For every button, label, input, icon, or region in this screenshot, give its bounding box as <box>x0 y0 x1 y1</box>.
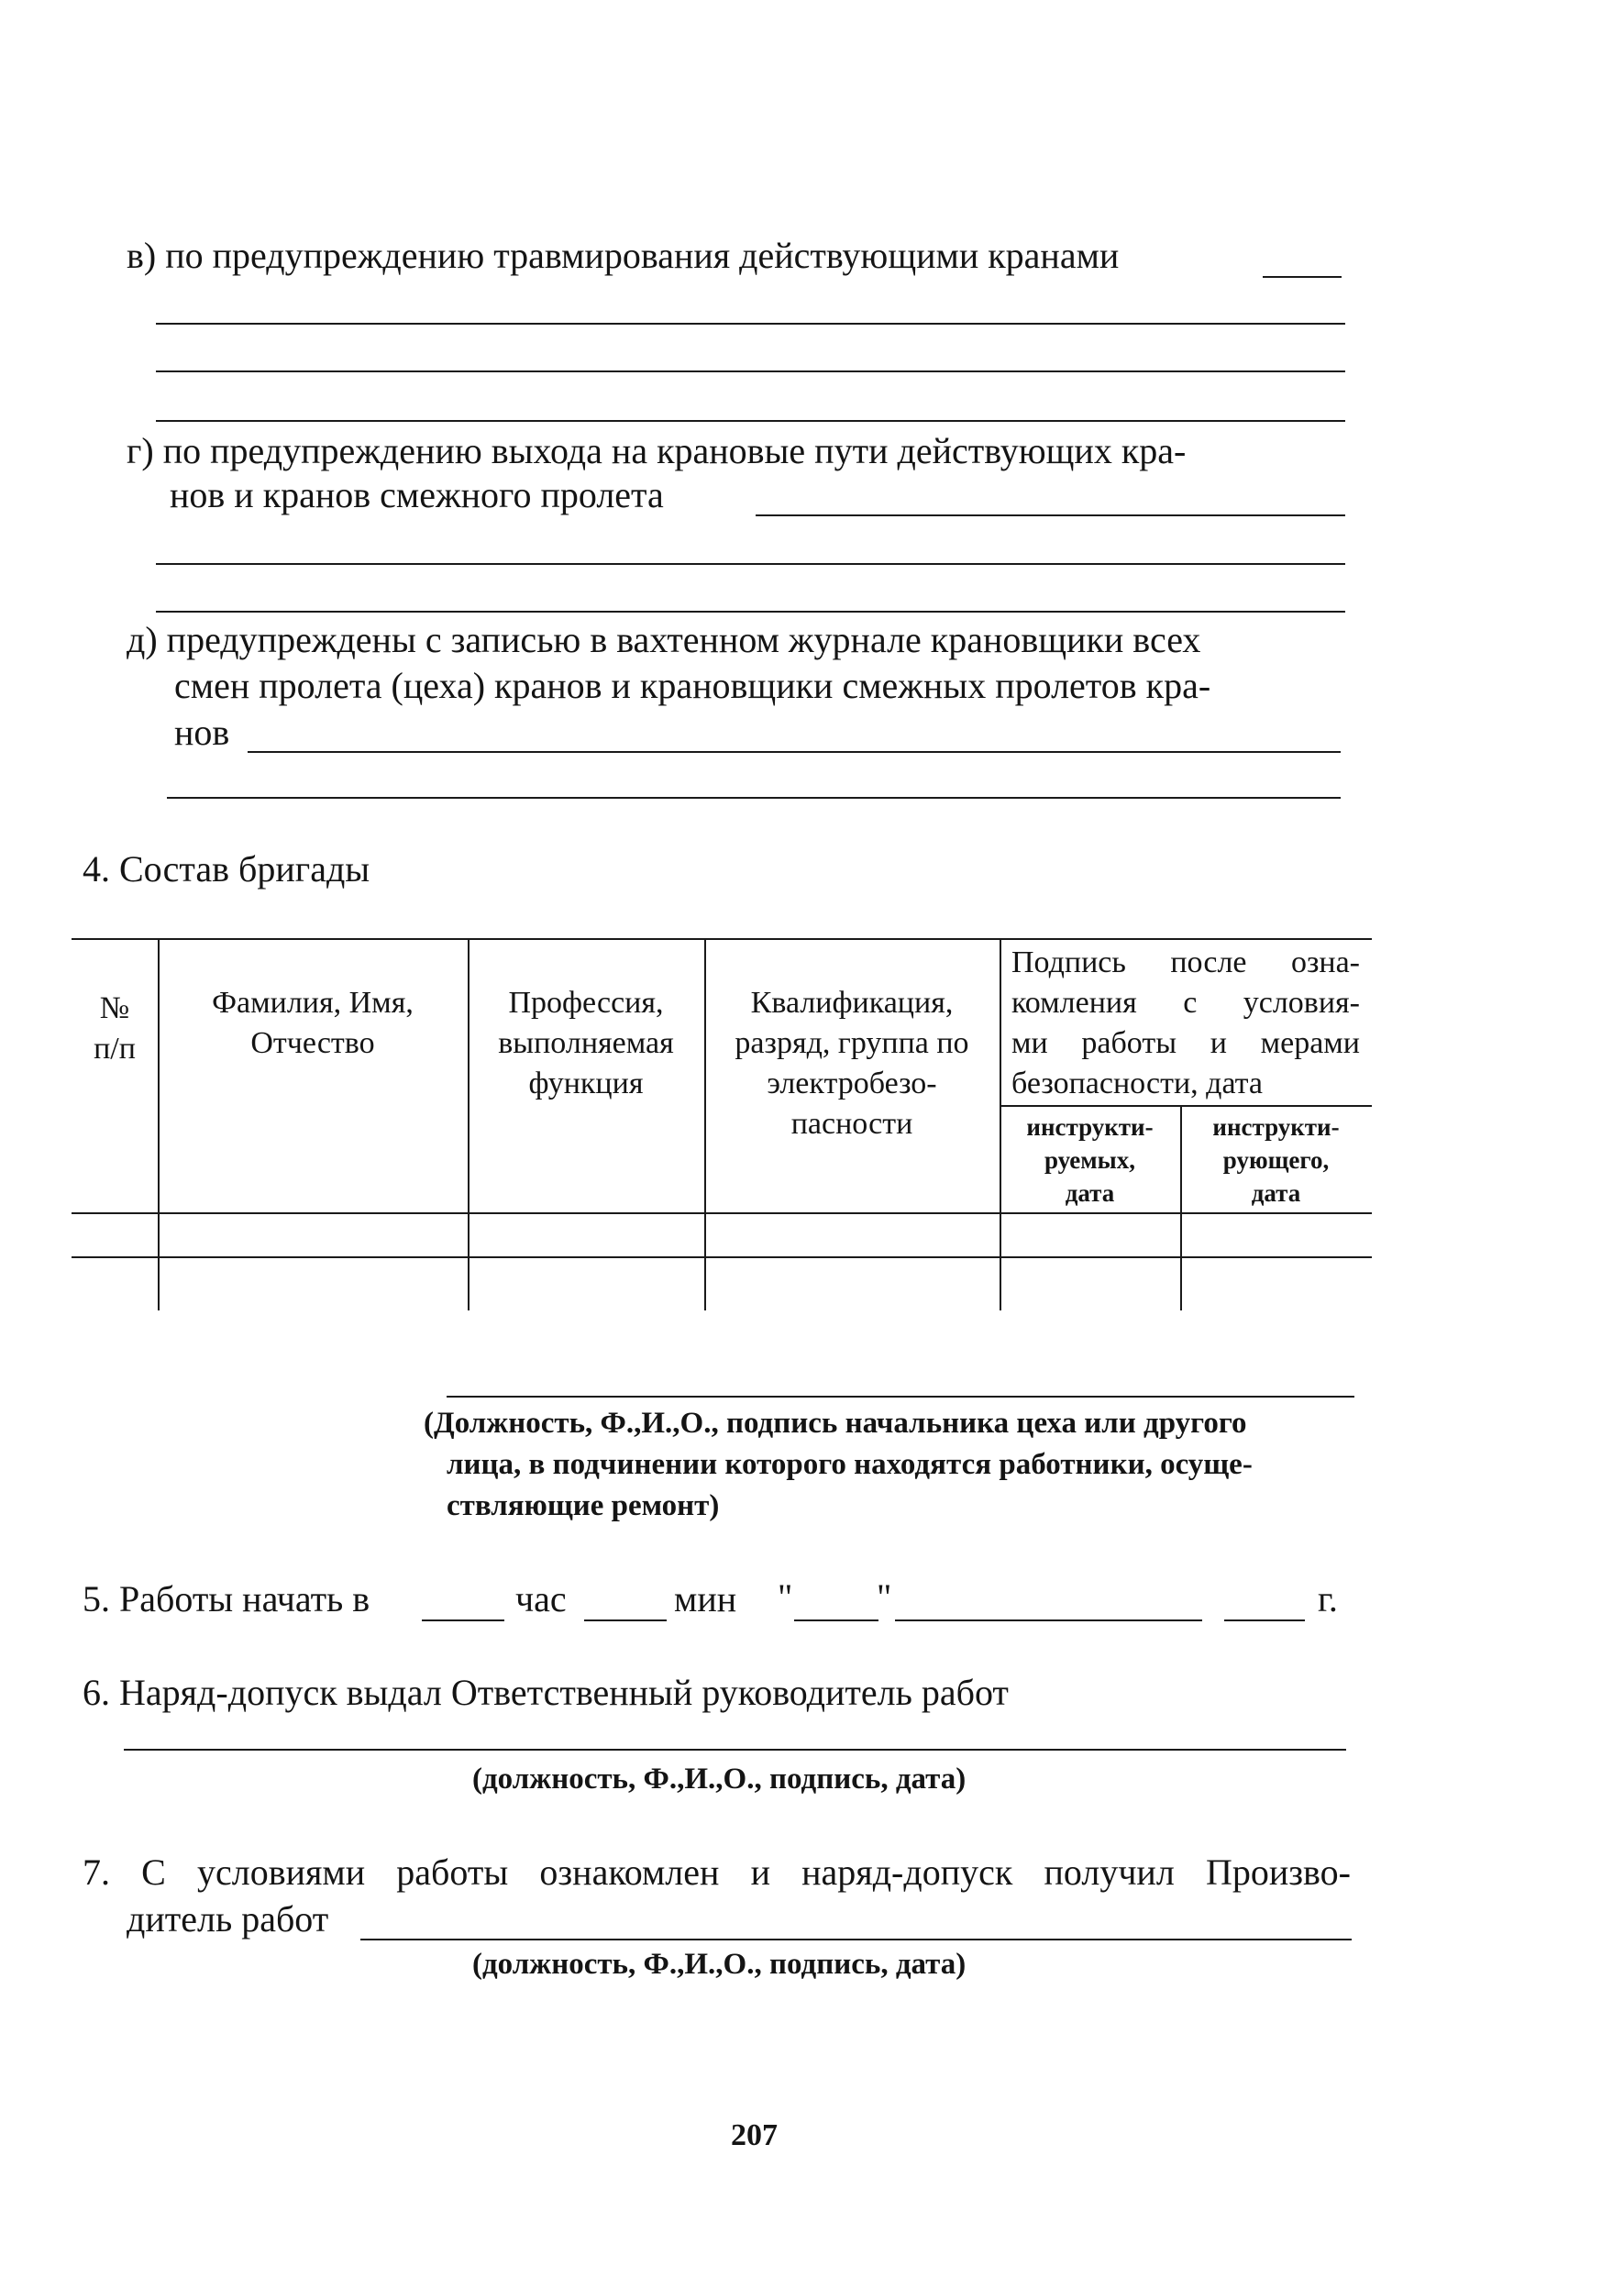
header-number: № п/п <box>94 991 136 1066</box>
item-d-text-1: д) предупреждены с записью в вахтенном журнале крановщики всех <box>127 619 1201 660</box>
issuer-signature-line[interactable] <box>124 1749 1346 1751</box>
item-g-fill-line[interactable] <box>756 514 1345 516</box>
item-g-line-3[interactable] <box>156 611 1345 613</box>
table-header-bottom-border <box>72 1212 1372 1214</box>
item-g-text-1: г) по предупреждению выхода на крановые пути действующих кра- <box>127 430 1187 471</box>
minutes-field[interactable] <box>584 1619 667 1621</box>
hours-field[interactable] <box>422 1619 504 1621</box>
quote-open: " <box>778 1576 793 1618</box>
day-field[interactable] <box>794 1619 878 1621</box>
item-d-text-3: нов <box>174 712 230 753</box>
table-top-border <box>72 938 1372 940</box>
section-7-line-2: дитель работ <box>127 1898 329 1940</box>
item-d-text-2: смен пролета (цеха) кранов и крановщики смежных пролетов кра- <box>174 665 1211 706</box>
item-g-line-2[interactable] <box>156 563 1345 565</box>
foreman-signature-line[interactable] <box>360 1939 1352 1940</box>
month-field[interactable] <box>895 1619 1202 1621</box>
issuer-caption: (должность, Ф.,И.,О., подпись, дата) <box>472 1763 967 1796</box>
header-qualification: Квалификация, разряд, группа по электробезо- пасности <box>735 986 969 1141</box>
section-5-prefix: 5. Работы начать в <box>83 1578 370 1619</box>
year-field[interactable] <box>1224 1619 1305 1621</box>
year-label: г. <box>1318 1578 1338 1619</box>
section-7-line-1: 7. С условиями работы ознакомлен и наряд-допуск получил Произво- <box>83 1851 1351 1893</box>
item-g-text-2: нов и кранов смежного пролета <box>170 474 664 515</box>
header-signature-last: безопасности, дата <box>1011 1067 1264 1100</box>
chief-signature-caption-2: лица, в подчинении которого находятся работники, осуще- <box>447 1448 1253 1481</box>
subheader-instructed: инструкти- руемых, дата <box>1026 1113 1154 1207</box>
item-v-line-4[interactable] <box>156 420 1345 422</box>
section-4-title: 4. Состав бригады <box>83 848 370 890</box>
header-full-name: Фамилия, Имя, Отчество <box>212 986 414 1060</box>
chief-signature-caption-3: ствляющие ремонт) <box>447 1489 720 1522</box>
item-d-line-2[interactable] <box>167 797 1341 799</box>
item-v-line-3[interactable] <box>156 370 1345 372</box>
foreman-caption: (должность, Ф.,И.,О., подпись, дата) <box>472 1948 967 1981</box>
item-v-line-2[interactable] <box>156 323 1345 325</box>
quote-close: " <box>877 1576 892 1618</box>
header-profession: Профессия, выполняемая функция <box>498 986 674 1100</box>
hours-label: час <box>515 1578 567 1619</box>
table-row-1-border <box>72 1256 1372 1258</box>
minutes-label: мин <box>674 1578 737 1619</box>
page-number: 207 <box>731 2118 778 2152</box>
item-v-text: в) по предупреждению травмирования действующими кранами <box>127 235 1120 276</box>
chief-signature-line[interactable] <box>447 1396 1354 1398</box>
table-subheader-border <box>1000 1105 1372 1107</box>
section-6-text: 6. Наряд-допуск выдал Ответственный руководитель работ <box>83 1672 1009 1713</box>
header-signature: Подпись после озна- комления с условия- ми работы и мерами <box>1011 945 1360 1060</box>
item-v-fill-line[interactable] <box>1263 276 1342 278</box>
subheader-instructor: инструкти- рующего, дата <box>1212 1113 1340 1207</box>
item-d-fill-line[interactable] <box>248 751 1341 753</box>
chief-signature-caption-1: (Должность, Ф.,И.,О., подпись начальника цеха или другого <box>424 1407 1247 1440</box>
